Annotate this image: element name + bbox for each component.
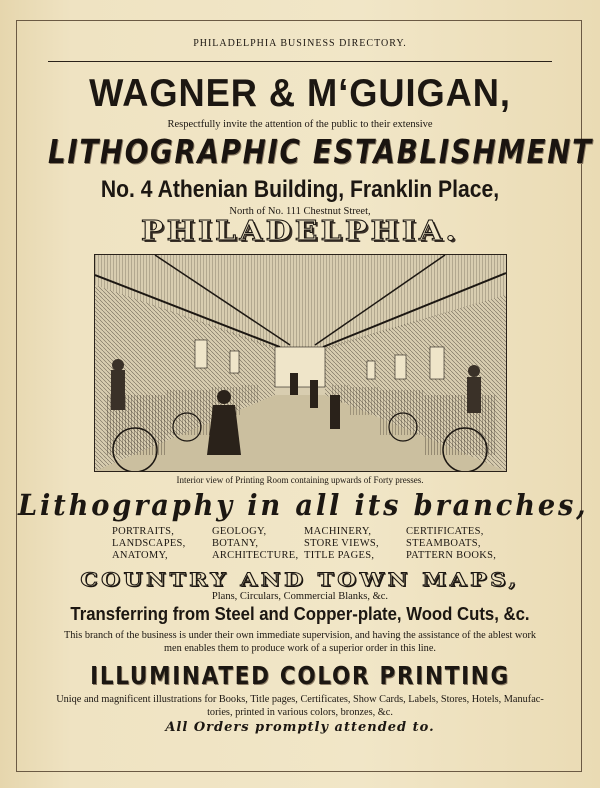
- service-item: PATTERN BOOKS,: [406, 550, 497, 561]
- services-column: [112, 526, 212, 562]
- service-item: BOTANY,: [212, 538, 259, 549]
- plans-line: Plans, Circulars, Commercial Blanks, &c.: [211, 591, 389, 602]
- orders-line: All Orders promptly attended to.: [165, 720, 435, 735]
- unique-paragraph: [0, 693, 600, 719]
- paragraph-line: Uniqe and magnificent illustrations for Books, Title pages, Certificates, Show Cards, Labels, Stores, Hotels, Manufac-: [56, 694, 544, 705]
- service-item: MACHINERY,: [304, 526, 372, 537]
- maps-heading: COUNTRY AND TOWN MAPS,: [80, 569, 520, 591]
- city-heading: PHILADELPHIA.: [140, 216, 460, 247]
- color-printing-heading: ILLUMINATED COLOR PRINTING: [90, 661, 510, 690]
- paragraph-line: This branch of the business is under their own immediate supervision, and having the assistance of the ablest work: [63, 630, 537, 641]
- service-item: ARCHITECTURE,: [212, 550, 299, 561]
- service-item: STEAMBOATS,: [406, 538, 481, 549]
- service-item: STORE VIEWS,: [304, 538, 379, 549]
- branch-paragraph: [0, 629, 600, 655]
- services-column: [406, 526, 526, 562]
- services-columns: [112, 526, 526, 562]
- engraving-caption: Interior view of Printing Room containing upwards of Forty presses.: [176, 475, 424, 485]
- transfer-heading: Transferring from Steel and Copper-plate, Wood Cuts, &c.: [70, 604, 530, 624]
- invite-line: Respectfully invite the attention of the public to their extensive: [167, 119, 433, 130]
- header-rule: [48, 61, 552, 62]
- service-item: CERTIFICATES,: [406, 526, 484, 537]
- services-column: [212, 526, 304, 562]
- printing-room-engraving: [94, 254, 507, 472]
- paragraph-line: men enables them to produce work of a superior order in this line.: [164, 643, 436, 654]
- branches-heading: Lithography in all its branches,: [18, 488, 589, 522]
- running-title: PHILADELPHIA BUSINESS DIRECTORY.: [193, 38, 407, 49]
- service-item: TITLE PAGES,: [304, 550, 375, 561]
- service-item: GEOLOGY,: [212, 526, 267, 537]
- address-line: No. 4 Athenian Building, Franklin Place,: [100, 176, 500, 203]
- paragraph-line: tories, printed in various colors, bronzes, &c.: [207, 707, 393, 718]
- north-line: North of No. 111 Chestnut Street,: [229, 206, 371, 217]
- service-item: PORTRAITS,: [112, 526, 175, 537]
- service-item: ANATOMY,: [112, 550, 168, 561]
- firm-name: WAGNER & M‘GUIGAN,: [89, 72, 511, 115]
- establishment-heading: LITHOGRAPHIC ESTABLISHMENT: [48, 132, 593, 171]
- service-item: LANDSCAPES,: [112, 538, 186, 549]
- services-column: [304, 526, 406, 562]
